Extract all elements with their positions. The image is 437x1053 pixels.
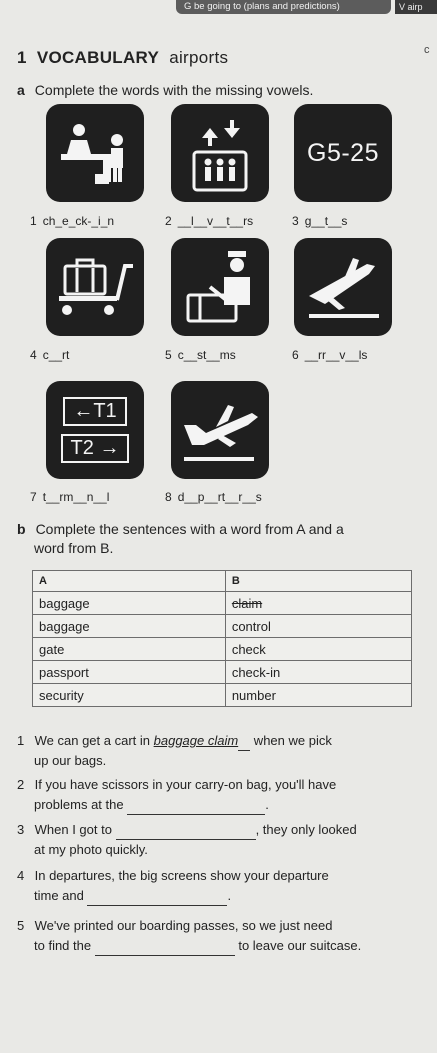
terminal-2-sign: T2 → [61, 434, 130, 463]
word-item: 2 __l__v__t__rs [165, 214, 254, 228]
table-row: gate check [33, 638, 412, 661]
elevator-icon [171, 104, 269, 202]
gate-sign-text: G5-25 [307, 138, 379, 167]
answer-blank[interactable] [95, 941, 235, 956]
sentence-item: 5 We've printed our boarding passes, so we just need to find the to leave our suitcase. [17, 916, 417, 956]
terminal-direction-icon [46, 381, 144, 479]
departures-plane-icon [171, 381, 269, 479]
word-item: 1 ch_e_ck-_i_n [30, 214, 115, 228]
arrivals-plane-icon [294, 238, 392, 336]
sentence-item: 1 We can get a cart in baggage claim when we pick up our bags. [17, 733, 332, 768]
section-subtitle: airports [169, 48, 229, 67]
word-item: 6 __rr__v__ls [292, 348, 368, 362]
section-number: 1 [17, 48, 27, 67]
answer-blank[interactable] [127, 800, 265, 815]
crossed-out-word: claim [225, 592, 411, 615]
terminal-1-sign: ←T1 [63, 397, 126, 426]
part-a-letter: a [17, 82, 25, 98]
section-title: VOCABULARY [36, 48, 160, 67]
part-b-letter: b [17, 521, 26, 537]
word-item: 3 g__t__s [292, 214, 348, 228]
column-b-header: B [225, 571, 411, 592]
part-b-instruction: b Complete the sentences with a word from A and a word from B. [17, 521, 344, 556]
sentence-item: 2 If you have scissors in your carry-on bag, you'll have problems at the . [17, 775, 417, 815]
gate-sign-icon [294, 104, 392, 202]
table-row: baggage control [33, 615, 412, 638]
baggage-cart-icon [46, 238, 144, 336]
customs-officer-icon [171, 238, 269, 336]
table-row: baggage claim [33, 592, 412, 615]
table-header-row [33, 571, 412, 592]
answer-blank[interactable] [116, 825, 256, 840]
answer-blank[interactable] [238, 736, 250, 751]
margin-letter: c [424, 44, 430, 56]
sentence-item: 3 When I got to , they only looked at my photo quickly. [17, 822, 357, 857]
word-item: 8 d__p__rt__r__s [165, 490, 262, 504]
word-item: 7 t__rm__n__l [30, 490, 110, 504]
unit-title-pill: G be going to (plans and predictions) [176, 0, 391, 14]
column-a-header: A [33, 571, 226, 592]
filled-answer: baggage claim [153, 733, 239, 748]
table-row: passport check-in [33, 661, 412, 684]
word-item: 5 c__st__ms [165, 348, 236, 362]
part-a-instruction: a Complete the words with the missing vowels. [17, 82, 314, 98]
vocabulary-table [32, 570, 412, 707]
section-heading [17, 48, 228, 68]
check-in-desk-icon [46, 104, 144, 202]
sentence-item: 4 In departures, the big screens show your departure time and . [17, 866, 417, 906]
unit-header [176, 0, 437, 14]
table-row: security number [33, 684, 412, 707]
answer-blank[interactable] [87, 891, 227, 906]
word-item: 4 c__rt [30, 348, 70, 362]
next-unit-pill: V airp [395, 0, 437, 14]
